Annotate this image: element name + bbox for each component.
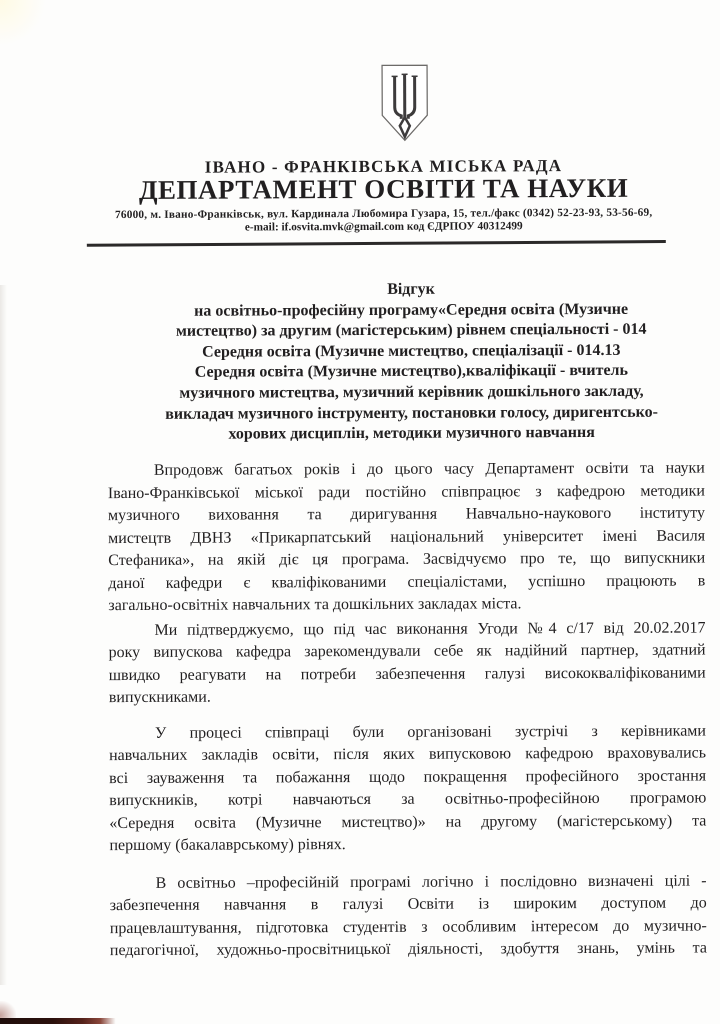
- text-line: випускниками.: [108, 688, 211, 707]
- text-line: всі зауваження та побажання щодо покращення професійного зростання: [109, 766, 707, 787]
- letter-body: [108, 457, 707, 962]
- text-line: навчальних закладів освіти, після яких випусковою кафедрою враховувались: [109, 744, 707, 765]
- text-line: мистецтв ДВНЗ «Прикарпатський національний університет імені Василя: [108, 526, 706, 547]
- text-line: музичного виховання та диригування Навчально-наукового інституту: [107, 504, 706, 525]
- department-name: ДЕПАРТАМЕНТ ОСВІТИ ТА НАУКИ: [138, 172, 629, 205]
- title-line: Середня освіта (Музичне мистецтво),кваліфікації - вчитель: [194, 362, 629, 382]
- text-line: Ми підтверджуємо, що під час виконання Угоди №4 с/17 від 20.02.2017: [154, 618, 706, 639]
- title-line: музичного мистецтва, музичний керівник дошкільного закладу,: [179, 382, 644, 402]
- text-line: В освітньо –професійній програмі логічно і послідовно визначені цілі -: [155, 871, 707, 892]
- text-line: швидко реагувати на потреби забезпечення галузі висококваліфікованими: [108, 663, 706, 684]
- email-line: e-mail: if.osvita.mvk@gmail.com код ЄДРПОУ 40312499: [244, 220, 523, 234]
- body-paragraph: [109, 720, 707, 858]
- body-paragraph: [108, 617, 705, 710]
- title-line: викладач музичного інструменту, постановки голосу, диригентсько-: [165, 403, 658, 423]
- text-line: випускників, котрі навчаються за освітньо-професійною програмою: [109, 789, 707, 810]
- org-name: ІВАНО - ФРАНКІВСЬКА МІСЬКА РАДА: [204, 156, 563, 177]
- scan-artifact-left-edge: [0, 285, 7, 985]
- body-paragraph: [108, 457, 706, 617]
- header-divider: [87, 240, 666, 246]
- scan-artifact-top-tint: [0, 0, 46, 46]
- text-line: «Середня освіта (Музичне мистецтво)» на другому (магістерському) та: [109, 811, 707, 832]
- title-line: Відгук: [387, 280, 435, 298]
- document-title: [111, 278, 712, 445]
- text-line: Впродовж багатьох років і до цього часу Департамент освіти та науки: [153, 459, 705, 479]
- body-paragraph: [110, 870, 707, 963]
- scan-artifact-corner-smudge: [0, 1001, 16, 1019]
- text-line: загально-освітніх навчальних та дошкільних закладах міста.: [108, 595, 522, 615]
- title-line: Середня освіта (Музичне мистецтво, спеціалізації - 014.13: [202, 341, 621, 361]
- ukraine-trident-emblem-icon: [377, 63, 432, 144]
- text-line: забезпечення навчання в галузі Освіти із широким доступом до: [109, 894, 707, 915]
- text-line: року випускова кафедра зарекомендували себе як надійний партнер, здатний: [108, 641, 706, 662]
- title-line: на освітньо-професійну програму«Середня освіта (Музичне: [194, 300, 629, 320]
- text-line: працевлаштування, підготовка студентів з особливим інтересом до музично-: [109, 916, 707, 937]
- text-line: Стефаника», на якій діє ця програма. Засвідчуємо про те, що випускники: [108, 549, 706, 570]
- text-line: Івано-Франківської міської ради постійно співпрацює з кафедрою методики: [107, 481, 705, 502]
- address-line: 76000, м. Івано-Франківськ, вул. Кардинала Любомира Гузара, 15, тел./факс (0342) 52-23-93, 53-56-69,: [114, 206, 653, 222]
- title-line: хорових дисциплін, методики музичного навчання: [228, 424, 595, 443]
- text-line: У процесі співпраці були організовані зустрічі з керівниками: [154, 721, 706, 742]
- title-line: мистецтво) за другим (магістерським) рівнем спеціальності - 014: [175, 320, 647, 340]
- text-line: педагогічної, художньо-просвітницької діяльності, здобуття знань, умінь та: [109, 939, 707, 960]
- text-line: даної кафедри є кваліфікованими спеціалістами, успішно працюють в: [108, 571, 706, 592]
- scan-artifact-bottom-wedge: [0, 1018, 118, 1024]
- text-line: першому (бакалаврському) рівнях.: [109, 836, 346, 855]
